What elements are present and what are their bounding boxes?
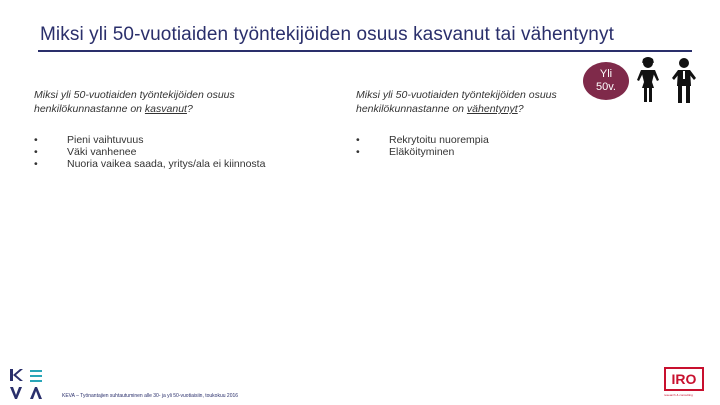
list-item: • Pieni vaihtuvuus [34, 134, 284, 146]
list-item: • Eläköityminen [356, 146, 576, 158]
list-item: • Rekrytoitu nuorempia [356, 134, 576, 146]
footnote: KEVA – Työnantajien suhtautuminen alle 30- ja yli 50-vuotiaisiin, toukokuu 2016 [62, 393, 239, 399]
keyword-decreased: vähentynyt [466, 103, 518, 115]
page-title: Miksi yli 50-vuotiaiden työntekijöiden osuus kasvanut tai vähentynyt [40, 24, 614, 45]
list-item: • Väki vanhenee [34, 146, 284, 158]
iro-logo [664, 367, 704, 397]
reasons-increased-list [34, 134, 284, 170]
reasons-decreased-list [356, 134, 576, 158]
iro-tagline: research & consulting [664, 393, 693, 397]
people-icon [632, 56, 702, 108]
question-decreased: Miksi yli 50-vuotiaiden työntekijöiden osuus henkilökunnastanne on vähentynyt? [356, 89, 557, 115]
keyword-increased: kasvanut [144, 103, 187, 115]
badge-line1: Yli [599, 68, 613, 80]
age-badge [583, 62, 629, 100]
reasons-decreased-column [356, 88, 576, 158]
title-divider [38, 50, 692, 52]
list-item: • Nuoria vaikea saada, yritys/ala ei kiinnosta [34, 158, 284, 170]
reasons-increased-column [34, 88, 284, 170]
badge-line2: 50v. [596, 81, 616, 93]
iro-logo-text: IRO [664, 367, 704, 391]
woman-icon [637, 57, 659, 102]
man-icon [672, 58, 696, 103]
keva-logo [8, 367, 52, 401]
question-increased: Miksi yli 50-vuotiaiden työntekijöiden osuus henkilökunnastanne on kasvanut? [34, 89, 235, 115]
